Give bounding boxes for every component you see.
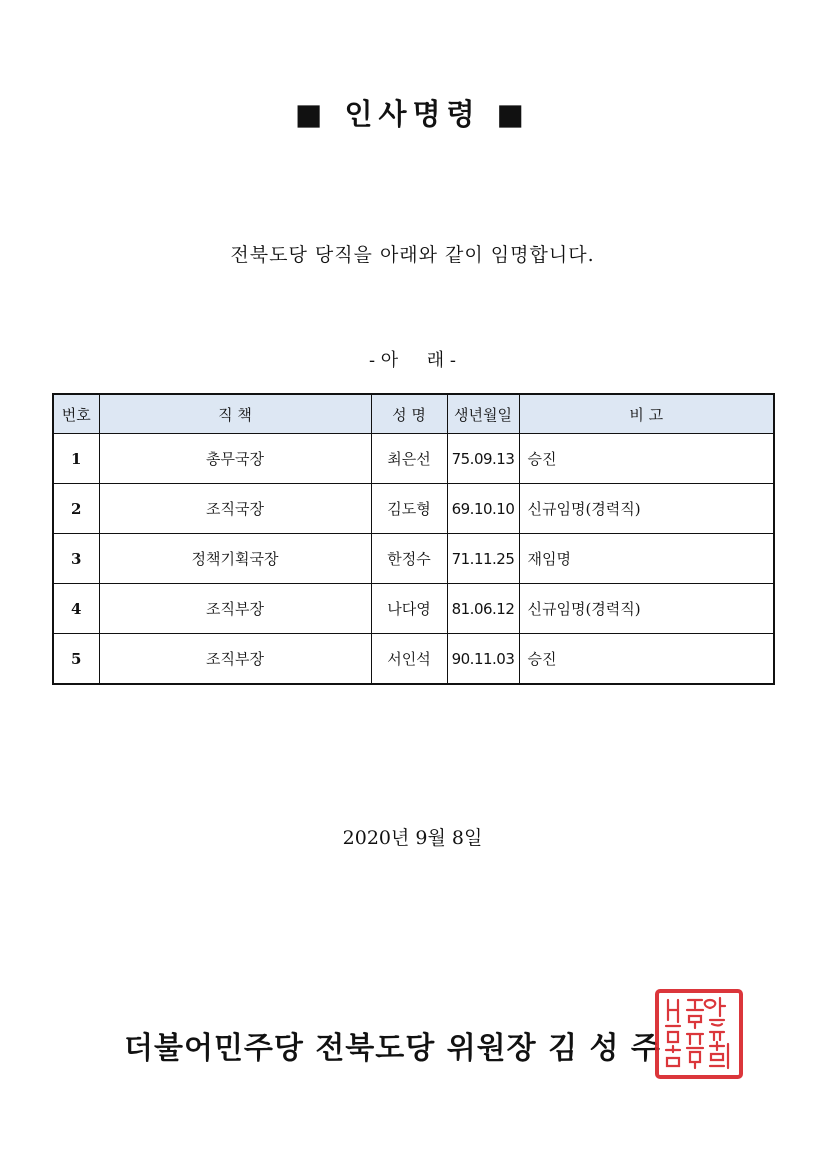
row-number: 4 bbox=[53, 584, 99, 634]
row-position: 조직부장 bbox=[99, 584, 371, 634]
official-seal-icon bbox=[654, 988, 744, 1080]
row-number: 3 bbox=[53, 534, 99, 584]
row-note: 신규임명(경력직) bbox=[519, 484, 774, 534]
table-row bbox=[53, 484, 774, 534]
row-name: 김도형 bbox=[371, 484, 447, 534]
header-birthdate: 생년월일 bbox=[447, 394, 519, 434]
row-note: 신규임명(경력직) bbox=[519, 584, 774, 634]
header-name: 성 명 bbox=[371, 394, 447, 434]
appointment-table bbox=[52, 393, 775, 685]
row-name: 서인석 bbox=[371, 634, 447, 685]
table-row bbox=[53, 434, 774, 484]
row-name: 한정수 bbox=[371, 534, 447, 584]
notice-heading: - 아 래 - bbox=[369, 350, 456, 371]
row-birthdate: 90.11.03 bbox=[447, 634, 519, 685]
table-header-row bbox=[53, 394, 774, 434]
row-position: 총무국장 bbox=[99, 434, 371, 484]
issue-date: 2020년 9월 8일 bbox=[342, 827, 483, 849]
table-row bbox=[53, 634, 774, 685]
table-row bbox=[53, 584, 774, 634]
header-note: 비 고 bbox=[519, 394, 774, 434]
row-name: 나다영 bbox=[371, 584, 447, 634]
row-position: 조직부장 bbox=[99, 634, 371, 685]
table-row bbox=[53, 534, 774, 584]
signer-line: 더불어민주당 전북도당 위원장 김 성 주 bbox=[124, 1031, 661, 1066]
row-note: 승진 bbox=[519, 434, 774, 484]
row-note: 승진 bbox=[519, 634, 774, 685]
header-position: 직 책 bbox=[99, 394, 371, 434]
row-position: 정책기획국장 bbox=[99, 534, 371, 584]
row-position: 조직국장 bbox=[99, 484, 371, 534]
row-number: 1 bbox=[53, 434, 99, 484]
row-birthdate: 69.10.10 bbox=[447, 484, 519, 534]
header-number: 번호 bbox=[53, 394, 99, 434]
row-number: 2 bbox=[53, 484, 99, 534]
row-birthdate: 71.11.25 bbox=[447, 534, 519, 584]
document-title: ■ 인사명령 ■ bbox=[294, 97, 531, 131]
intro-text: 전북도당 당직을 아래와 같이 임명합니다. bbox=[230, 244, 595, 266]
row-name: 최은선 bbox=[371, 434, 447, 484]
row-number: 5 bbox=[53, 634, 99, 685]
row-birthdate: 81.06.12 bbox=[447, 584, 519, 634]
row-note: 재임명 bbox=[519, 534, 774, 584]
row-birthdate: 75.09.13 bbox=[447, 434, 519, 484]
